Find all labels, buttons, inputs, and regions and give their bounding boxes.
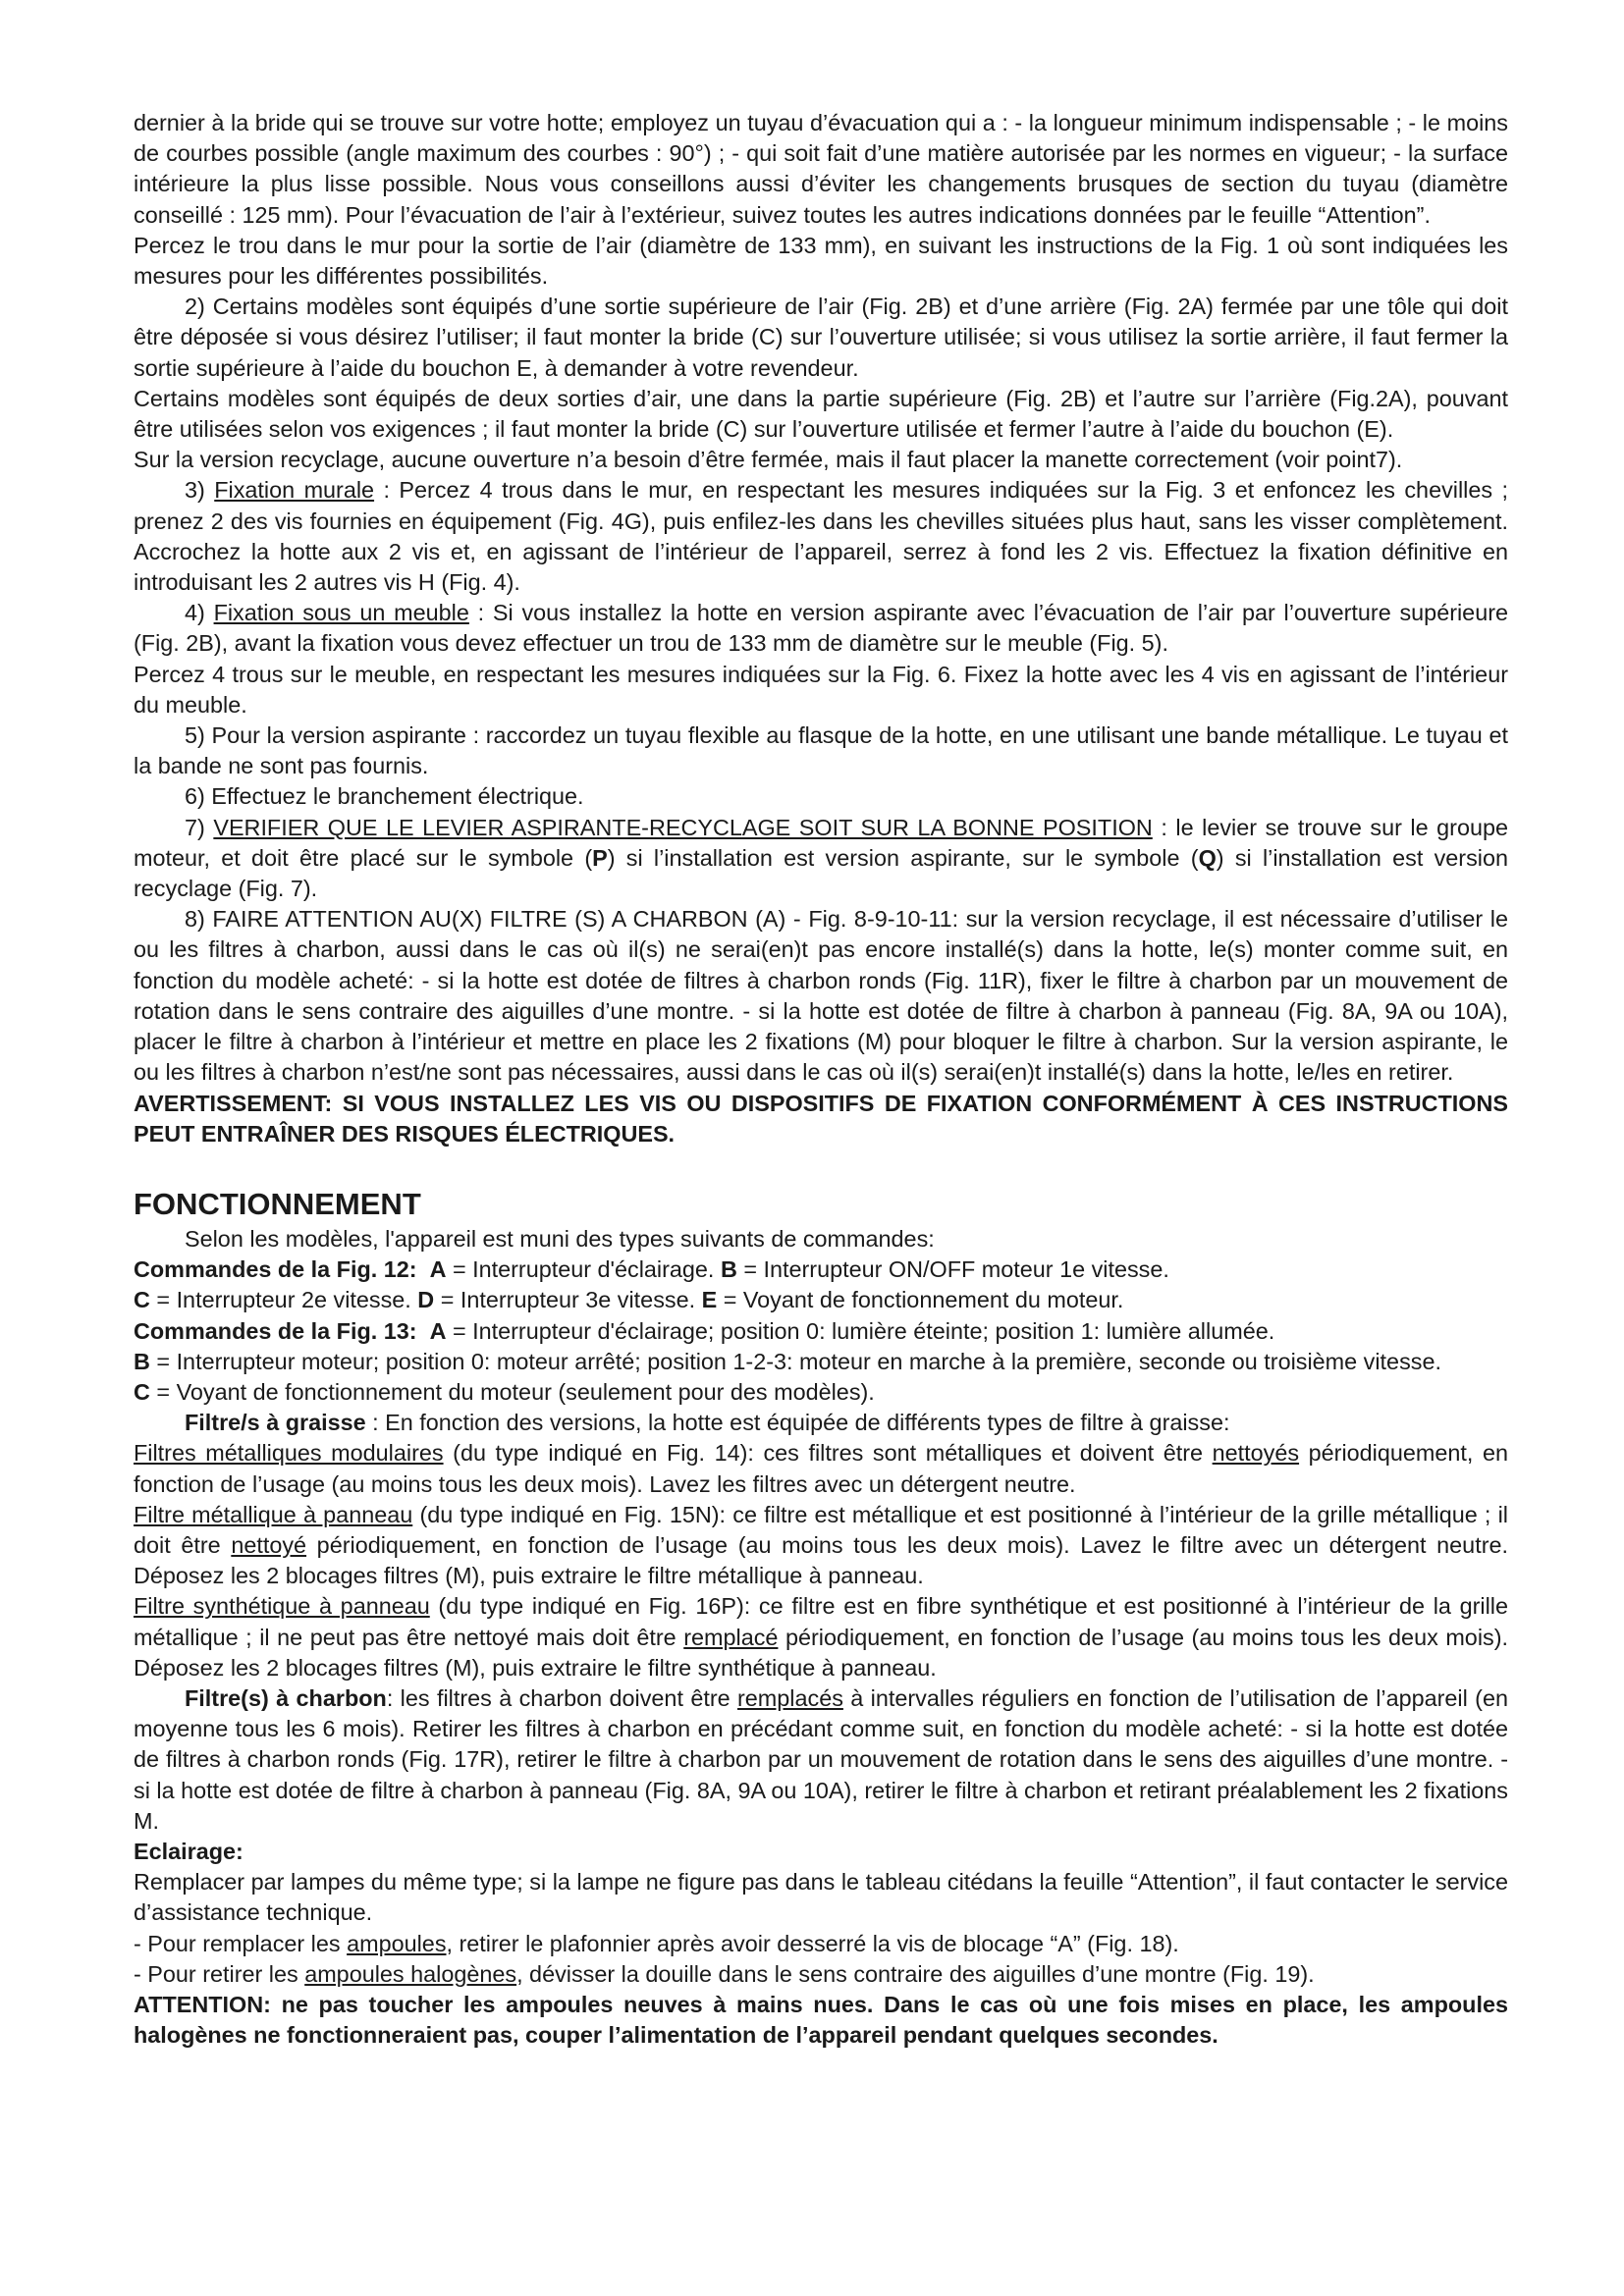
step-number: 3) — [185, 477, 215, 504]
attention-text: ATTENTION: ne pas toucher les ampoules neuves à mains nues. Dans le cas où une fois mises en place, les ampoules halogènes ne fonctionneraient pas, couper l’alimentation de l’appareil pendant quelques secondes. — [134, 1991, 1508, 2049]
underlined-word: nettoyés — [1212, 1440, 1300, 1467]
paragraph-commandes-13-b — [134, 1347, 1508, 1377]
text: à intervalles réguliers en fonction de l’utilisation de l’appareil (en moyenne tous les 6 mois). Retirer les filtres à charbon en précédant comme suit, en fonction du modèle acheté: - si la hotte est dotée de filtres à charbon ronds (Fig. 17R), retirer le filtre à charbon par un mouvement de rotation dans le sens des aiguilles d’une montre. - si la hotte est dotée de filtre à charbon à panneau (Fig. 8A, 9A ou 10A), retirer le filtre à charbon et retirant préalablement les 2 fixations M. — [134, 1684, 1508, 1834]
text: (du type indiqué en Fig. 15N): ce filtre est métallique et est positionné à l’intérieur de la grille métallique ; il doit être — [134, 1501, 1509, 1558]
step-text: : Percez 4 trous dans le mur, en respectant les mesures indiquées sur la Fig. 3 et enfoncez les chevilles ; prenez 2 des vis fournies en équipement (Fig. 4G), puis enfilez-les dans les chevilles situées plus haut, sans les visser complètement. Accrochez la hotte aux 2 vis et, en agissant de l’intérieur de l’appareil, serrez à fond les 2 vis. Effectuez la fixation définitive en introduisant les 2 autres vis H (Fig. 4). — [134, 477, 1508, 596]
commandes-label: Commandes de la Fig. 12: — [134, 1256, 417, 1283]
text: - Pour remplacer les — [134, 1930, 348, 1956]
key-desc: = Interrupteur moteur; position 0: moteur arrêté; position 1-2-3: moteur en marche à la première, seconde ou troisième vitesse. — [149, 1348, 1441, 1374]
key-desc: = Interrupteur d'éclairage; position 0: lumière éteinte; position 1: lumière allumée. — [446, 1317, 1275, 1344]
paragraph-step-4 — [134, 598, 1508, 659]
warning-text: AVERTISSEMENT: SI VOUS INSTALLEZ LES VIS OU DISPOSITIFS DE FIXATION CONFORMÉMENT À CES INSTRUCTIONS PEUT ENTRAÎNER DES RISQUES ÉLECTRIQUES. — [134, 1090, 1508, 1147]
paragraph-step-3 — [134, 475, 1508, 598]
key-letter: E — [701, 1287, 718, 1313]
paragraph-filtre-charbon — [134, 1683, 1508, 1837]
key-desc: = Interrupteur d'éclairage. — [446, 1256, 721, 1283]
key-letter: B — [134, 1348, 150, 1374]
section-title-fonctionnement: FONCTIONNEMENT — [134, 1186, 421, 1221]
fixation-murale-heading: Fixation murale — [214, 477, 375, 504]
eclairage-heading: Eclairage: — [134, 1838, 244, 1864]
paragraph-commandes-13 — [134, 1316, 1508, 1347]
text: : les filtres à charbon doivent être — [386, 1684, 737, 1711]
key-desc: = Interrupteur 3e vitesse. — [434, 1287, 702, 1313]
underlined-word: ampoules — [347, 1930, 447, 1956]
paragraph-ampoules — [134, 1929, 1508, 1959]
symbol-q: Q — [1198, 844, 1217, 871]
key-letter: A — [429, 1256, 447, 1283]
filtres-modulaires-heading: Filtres métalliques modulaires — [134, 1440, 444, 1467]
key-letter: C — [134, 1378, 150, 1405]
filtre-graisse-text: : En fonction des versions, la hotte est équipée de différents types de filtre à graisse: — [365, 1410, 1230, 1436]
fixation-meuble-heading: Fixation sous un meuble — [213, 600, 469, 626]
key-letter: B — [720, 1256, 737, 1283]
text: (du type indiqué en Fig. 14): ces filtres sont métalliques et doivent être — [443, 1440, 1213, 1467]
text: périodiquement, en fonction de l’usage (au moins tous les deux mois). Déposez les 2 blocages filtres (M), puis extraire le filtre synthétique à panneau. — [134, 1624, 1508, 1681]
paragraph-deux-sorties: Certains modèles sont équipés de deux sorties d’air, une dans la partie supérieure (Fig. 2B) et l’autre sur l’arrière (Fig.2A), pouvant être utilisées selon vos exigences ; il faut monter la bride (C) sur l’ouverture utilisée et fermer l’autre à l’aide du bouchon (E). — [134, 385, 1508, 443]
key-desc: = Voyant de fonctionnement du moteur. — [717, 1287, 1124, 1313]
key-desc: = Voyant de fonctionnement du moteur (seulement pour des modèles). — [149, 1378, 875, 1405]
step-text: : le levier se trouve sur le groupe moteur, et doit être placé sur le symbole ( — [134, 814, 1508, 871]
underlined-word: remplacés — [737, 1684, 843, 1711]
underlined-word: remplacé — [683, 1624, 779, 1650]
paragraph-step-6: 6) Effectuez le branchement électrique. — [185, 783, 584, 810]
text: périodiquement, en fonction de l’usage (au moins tous les deux mois). Lavez le filtre avec un détergent neutre. Déposez les 2 blocages filtres (M), puis extraire le filtre métallique à panneau. — [134, 1531, 1508, 1589]
paragraph-filtres-modulaires — [134, 1438, 1508, 1499]
paragraph-commandes-13-c — [134, 1377, 1508, 1408]
paragraph-filtre-synthetique — [134, 1591, 1508, 1683]
paragraph-filtre-panneau — [134, 1500, 1508, 1592]
filtre-panneau-heading: Filtre métallique à panneau — [134, 1501, 413, 1527]
symbol-p: P — [592, 844, 608, 871]
document-page — [134, 108, 1508, 2051]
key-desc: = Interrupteur 2e vitesse. — [149, 1287, 418, 1313]
paragraph-commandes-12 — [134, 1255, 1508, 1315]
filtre-graisse-label: Filtre/s à graisse — [185, 1410, 366, 1436]
key-letter: A — [429, 1317, 447, 1344]
step-text: : Si vous installez la hotte en version aspirante avec l’évacuation de l’air par l’ouverture supérieure (Fig. 2B), avant la fixation vous devez effectuer un trou de 133 mm de diamètre sur le meuble (Fig. 5). — [134, 600, 1509, 657]
filtre-charbon-label: Filtre(s) à charbon — [185, 1684, 387, 1711]
step-text: ) si l’installation est version recyclage (Fig. 7). — [134, 844, 1509, 902]
paragraph-percez-mur: Percez le trou dans le mur pour la sortie de l’air (diamètre de 133 mm), en suivant les instructions de la Fig. 1 où sont indiquées les mesures pour les différentes possibilités. — [134, 232, 1508, 290]
commandes-label: Commandes de la Fig. 13: — [134, 1317, 417, 1344]
paragraph-step-5: 5) Pour la version aspirante : raccordez un tuyau flexible au flasque de la hotte, en une utilisant une bande métallique. Le tuyau et la bande ne sont pas fournis. — [134, 722, 1508, 779]
paragraph-filtre-graisse — [134, 1408, 1508, 1438]
paragraph-intro: Selon les modèles, l'appareil est muni des types suivants de commandes: — [185, 1225, 935, 1252]
filtre-synthetique-heading: Filtre synthétique à panneau — [134, 1593, 430, 1620]
levier-heading: VERIFIER QUE LE LEVIER ASPIRANTE-RECYCLAGE SOIT SUR LA BONNE POSITION — [213, 814, 1153, 840]
key-letter: D — [417, 1287, 435, 1313]
paragraph-recyclage: Sur la version recyclage, aucune ouverture n’a besoin d’être fermée, mais il faut placer la manette correctement (voir point7). — [134, 447, 1403, 473]
text: périodiquement, en fonction de l’usage (au moins tous les deux mois). Lavez les filtres avec un détergent neutre. — [134, 1440, 1508, 1497]
key-letter: C — [134, 1287, 150, 1313]
key-desc: = Interrupteur ON/OFF moteur 1e vitesse. — [736, 1256, 1169, 1283]
text: , retirer le plafonnier après avoir desserré la vis de blocage “A” (Fig. 18). — [446, 1930, 1179, 1956]
underlined-word: nettoyé — [231, 1531, 307, 1558]
paragraph-eclairage: Remplacer par lampes du même type; si la lampe ne figure pas dans le tableau citédans la feuille “Attention”, il faut contacter le service d’assistance technique. — [134, 1869, 1508, 1926]
text: - Pour retirer les — [134, 1960, 305, 1987]
step-text: ) si l’installation est version aspirante, sur le symbole ( — [607, 844, 1199, 871]
paragraph-evacuation: dernier à la bride qui se trouve sur votre hotte; employez un tuyau d’évacuation qui a : - la longueur minimum indispensable ; - le moins de courbes possible (angle maximum des courbes : 90°) ; - qui soit fait d’une matière autorisée par les normes en vigueur; - la surface intérieure la plus lisse possible. Nous vous conseillons aussi d’éviter les changements brusques de section du tuyau (diamètre conseillé : 125 mm). Pour l’évacuation de l’air à l’extérieur, suivez toutes les autres indications données par le feuille “Attention”. — [134, 110, 1508, 228]
paragraph-step-7 — [134, 813, 1508, 905]
underlined-word: ampoules halogènes — [304, 1960, 517, 1987]
paragraph-step-2: 2) Certains modèles sont équipés d’une sortie supérieure de l’air (Fig. 2B) et d’une arrière (Fig. 2A) fermée par une tôle qui doit être déposée si vous désirez l’utiliser; il faut monter la bride (C) sur l’ouverture utilisée; si vous utilisez la sortie arrière, il faut fermer la sortie supérieure à l’aide du bouchon E, à demander à votre revendeur. — [134, 294, 1508, 381]
paragraph-percez-meuble: Percez 4 trous sur le meuble, en respectant les mesures indiquées sur la Fig. 6. Fixez la hotte avec les 4 vis en agissant de l’intérieur du meuble. — [134, 661, 1508, 718]
paragraph-ampoules-halogenes — [134, 1959, 1508, 1990]
step-number: 7) — [185, 814, 214, 840]
text: , dévisser la douille dans le sens contraire des aiguilles d’une montre (Fig. 19). — [516, 1960, 1315, 1987]
paragraph-step-8: 8) FAIRE ATTENTION AU(X) FILTRE (S) A CHARBON (A) - Fig. 8-9-10-11: sur la version recyclage, il est nécessaire d’utiliser le ou les filtres à charbon, aussi dans le cas où il(s) ne serai(en)t pas encore installé(s) dans la hotte, le(s) monter comme suit, en fonction du modèle acheté: - si la hotte est dotée de filtres à charbon ronds (Fig. 11R), fixer le filtre à charbon par un mouvement de rotation dans le sens contraire des aiguilles d’une montre. - si la hotte est dotée de filtre à charbon à panneau (Fig. 8A, 9A ou 10A), placer le filtre à charbon à l’intérieur et mettre en place les 2 fixations (M) pour bloquer le filtre à charbon. Sur la version aspirante, le ou les filtres à charbon n’est/ne sont pas nécessaires, aussi dans le cas où il(s) serai(en)t installé(s) dans la hotte, le/les en retirer. — [134, 906, 1508, 1086]
text: (du type indiqué en Fig. 16P): ce filtre est en fibre synthétique et est positionné à l’intérieur de la grille métallique ; il ne peut pas être nettoyé mais doit être — [134, 1593, 1508, 1650]
step-number: 4) — [185, 600, 214, 626]
